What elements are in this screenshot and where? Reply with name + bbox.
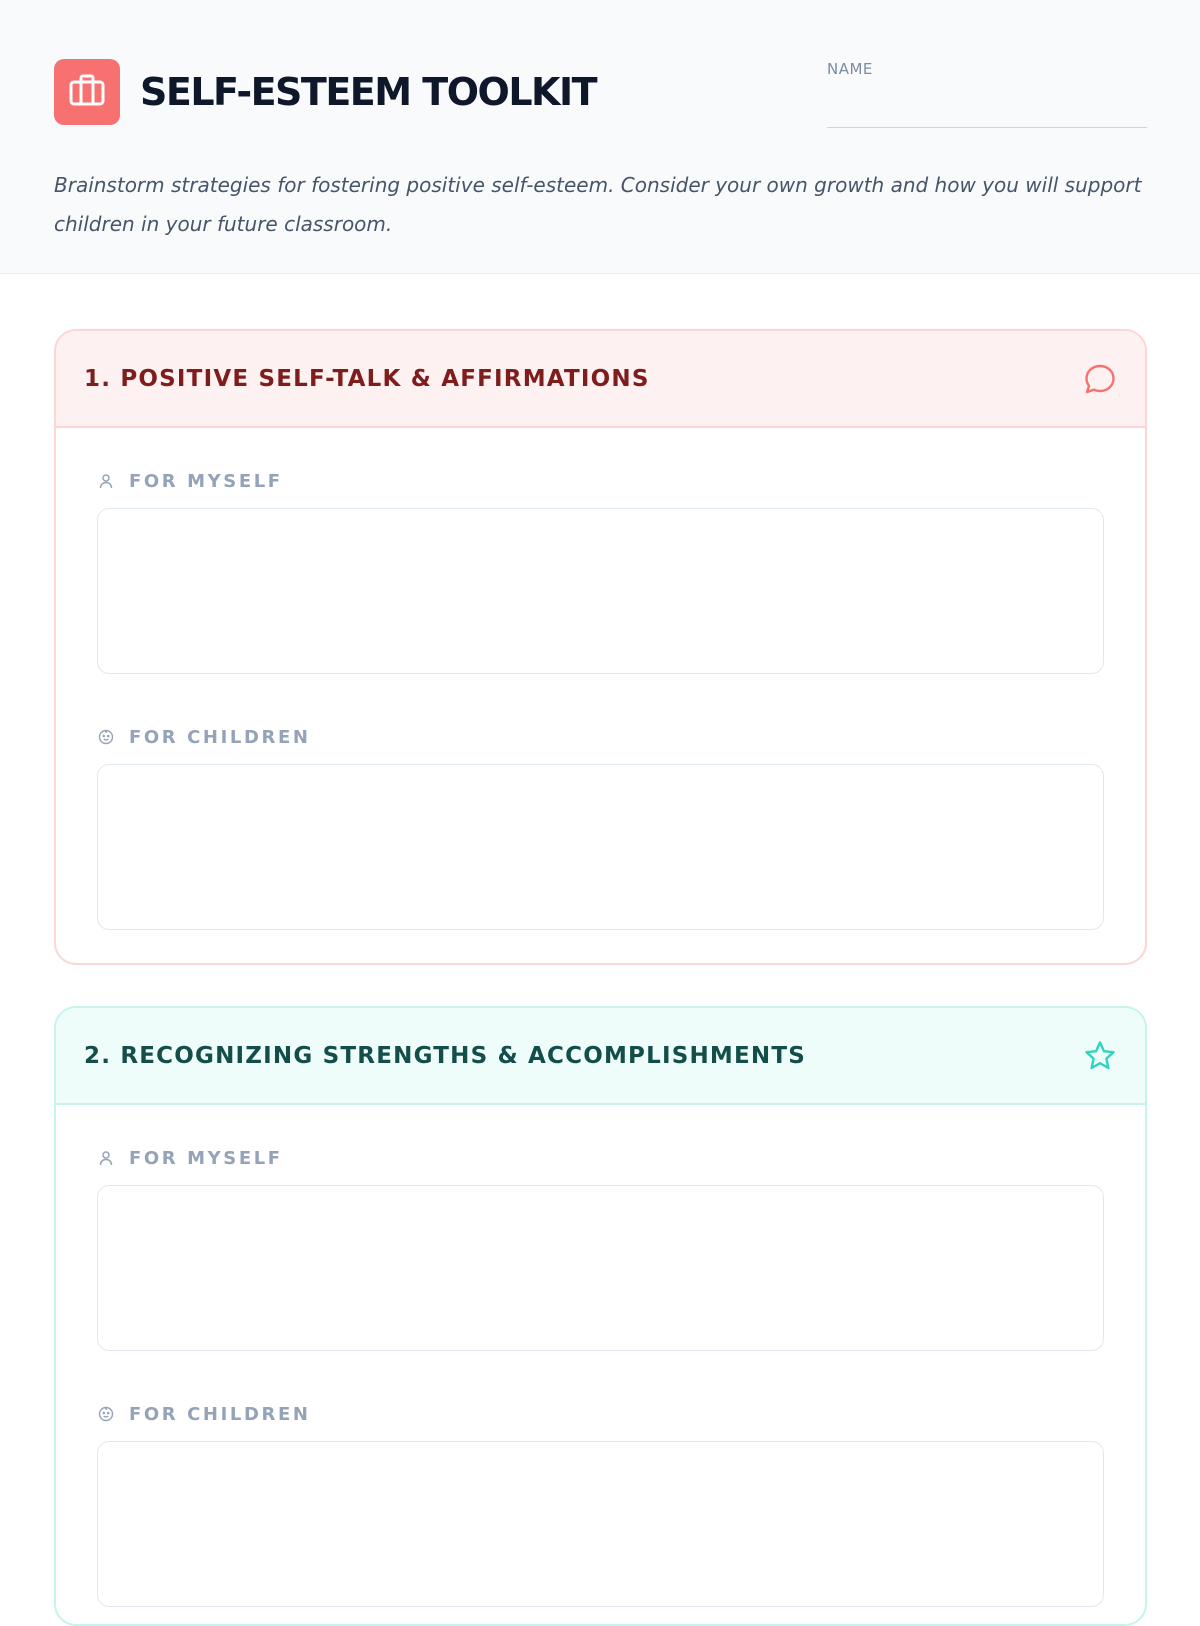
person-icon	[97, 1149, 115, 1167]
star-icon	[1083, 1039, 1117, 1073]
for-children-label	[97, 1399, 1104, 1429]
for-children-label	[97, 722, 1104, 752]
section-title: 1. POSITIVE SELF-TALK & AFFIRMATIONS	[84, 365, 650, 392]
for-myself-label	[97, 1143, 1104, 1173]
for-children-label-text: FOR CHILDREN	[129, 726, 311, 748]
for-myself-label-text: FOR MYSELF	[129, 1147, 283, 1169]
section-body	[56, 1143, 1145, 1607]
speech-bubble-icon	[1083, 362, 1117, 396]
page-title: SELF-ESTEEM TOOLKIT	[140, 70, 597, 114]
name-input[interactable]	[827, 84, 1147, 128]
logo	[54, 59, 120, 125]
for-myself-label-text: FOR MYSELF	[129, 470, 283, 492]
intro-text: Brainstorm strategies for fostering positive self-esteem. Consider your own growth and how you will support children in your future classroom.	[54, 173, 1142, 236]
section-recognizing-strengths	[54, 1006, 1147, 1626]
name-label: NAME	[827, 60, 873, 78]
baby-face-icon	[97, 1405, 115, 1423]
page-header	[0, 0, 1200, 274]
for-myself-label	[97, 466, 1104, 496]
myself-textarea[interactable]	[97, 508, 1104, 674]
section-header	[56, 331, 1145, 428]
briefcase-icon	[68, 73, 106, 111]
children-textarea[interactable]	[97, 764, 1104, 930]
person-icon	[97, 472, 115, 490]
baby-face-icon	[97, 728, 115, 746]
for-children-label-text: FOR CHILDREN	[129, 1403, 311, 1425]
section-title: 2. RECOGNIZING STRENGTHS & ACCOMPLISHMENTS	[84, 1042, 807, 1069]
section-header	[56, 1008, 1145, 1105]
section-positive-self-talk	[54, 329, 1147, 965]
myself-textarea[interactable]	[97, 1185, 1104, 1351]
children-textarea[interactable]	[97, 1441, 1104, 1607]
section-body	[56, 466, 1145, 930]
